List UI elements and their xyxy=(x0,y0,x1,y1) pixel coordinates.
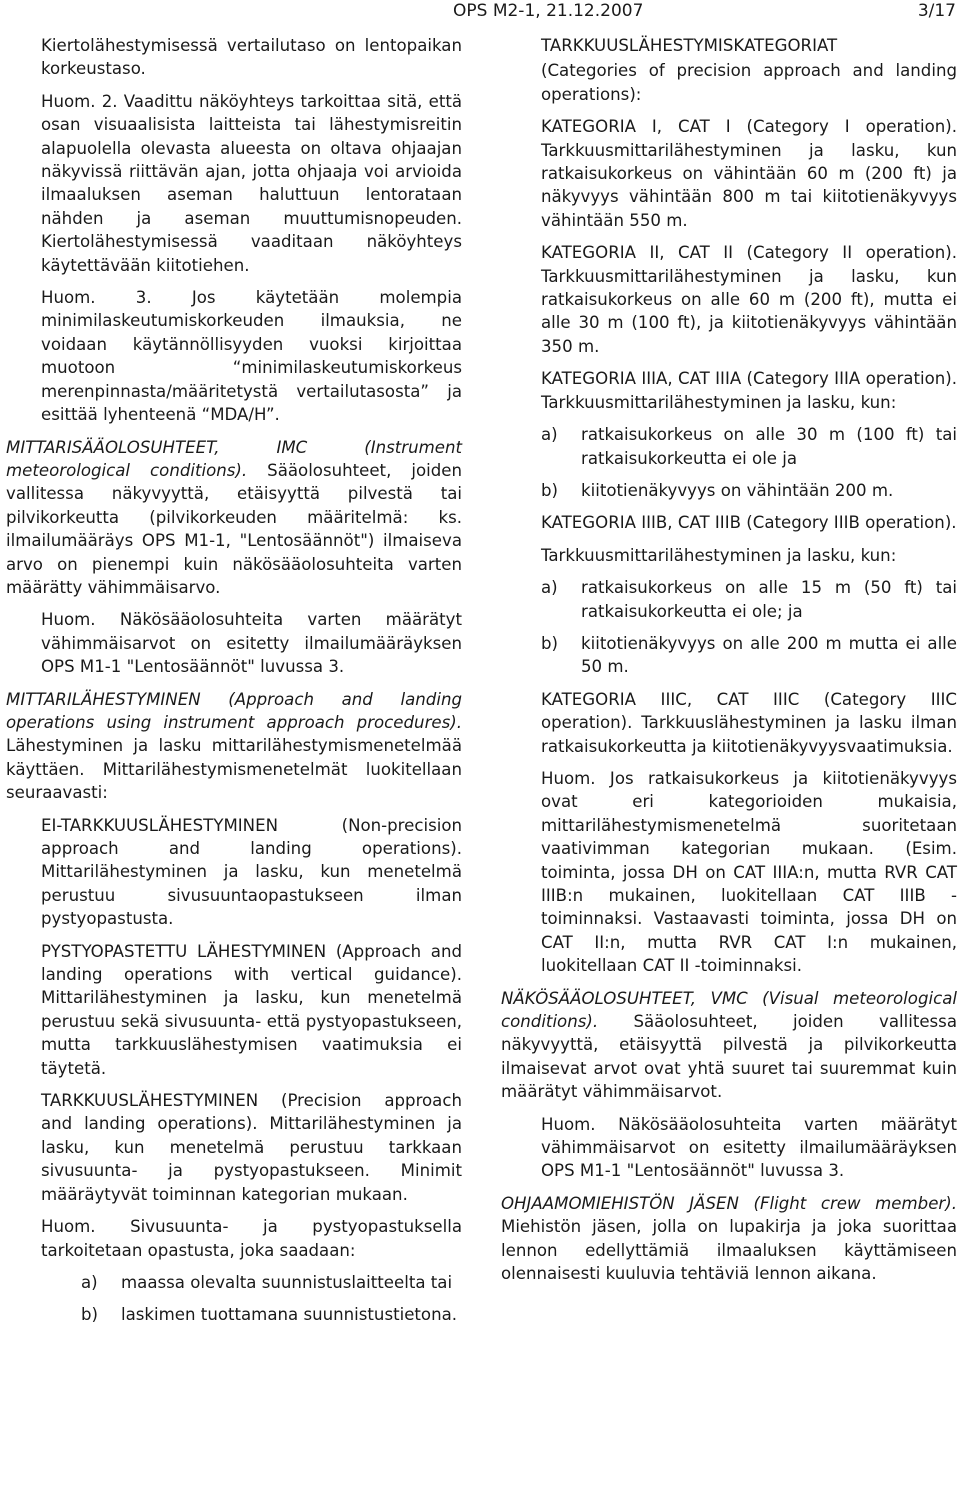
list-text: kiitotienäkyvyys on vähintään 200 m. xyxy=(581,480,894,500)
list-marker: b) xyxy=(541,480,559,500)
term-approach: MITTARILÄHESTYMINEN (Approach and landing operations using instrument approach procedures). xyxy=(6,689,462,732)
category-3a: KATEGORIA IIIA, CAT IIIA (Category IIIA operation). Tarkkuusmittarilähestyminen ja lasku, kun: xyxy=(541,369,957,412)
definition-text: Sääolosuhteet, joiden vallitessa näkyvyyttä, etäisyyttä pilvestä ja pilvikorkeutta ilmaisevat arvot ovat yhtä suuret tai suuremmat kuin määrätyt vähimmäisarvot. xyxy=(501,1012,957,1102)
term-vmc: NÄKÖSÄÄOLOSUHTEET, VMC (Visual meteorological conditions). xyxy=(501,988,957,1032)
note-imc: Huom. Näkösääolosuhteita varten määrätyt vähimmäisarvot on esitetty ilmailumääräyksen OPS M1-1 "Lentosäännöt" luvussa 3. xyxy=(41,610,462,677)
list-text: ratkaisukorkeus on alle 15 m (50 ft) tai ratkaisukorkeutta ei ole; ja xyxy=(581,578,957,621)
list-marker: b) xyxy=(541,633,559,653)
category-3b: KATEGORIA IIIB, CAT IIIB (Category IIIB operation). xyxy=(541,513,957,533)
list-marker: a) xyxy=(81,1272,98,1292)
category-1: KATEGORIA I, CAT I (Category I operation). Tarkkuusmittarilähestyminen ja lasku, kun ratkaisukorkeus on vähintään 60 m (200 ft) ja näkyvyys vähintään 800 m tai kiitotienäkyvyys vähintään 550 m. xyxy=(541,117,957,230)
definition-apv: PYSTYOPASTETTU LÄHESTYMINEN (Approach and landing operations with vertical guidance). Mittarilähestyminen ja lasku, kun menetelmä perustuu sekä sivusuunta- että pystyopastukseen, mutta tarkkuuslähestymisen vaatimuksia ei täytetä. xyxy=(41,941,462,1078)
list-item xyxy=(541,479,957,502)
note-guidance: Huom. Sivusuunta- ja pystyopastuksella tarkoitetaan opastusta, joka saadaan: xyxy=(41,1217,462,1260)
list-item xyxy=(541,632,957,679)
definition-imc xyxy=(6,436,462,600)
list-text: maassa olevalta suunnistuslaitteelta tai xyxy=(121,1272,453,1292)
definition-text: Lähestyminen ja lasku mittarilähestymismenetelmää käyttäen. Mittarilähestymismenetelmät luokitellaan seuraavasti: xyxy=(6,736,462,803)
list-item xyxy=(541,576,957,623)
section-subtitle: (Categories of precision approach and landing operations): xyxy=(541,61,957,104)
note-vmc: Huom. Näkösääolosuhteita varten määrätyt vähimmäisarvot on esitetty ilmailumääräyksen OPS M1-1 "Lentosäännöt" luvussa 3. xyxy=(541,1114,957,1181)
document-id: OPS M2-1, 21.12.2007 xyxy=(453,1,644,21)
right-column xyxy=(501,34,957,1295)
section-title: TARKKUUSLÄHESTYMISKATEGORIAT xyxy=(541,36,838,55)
list-item xyxy=(81,1271,462,1294)
note-2: Huom. 2. Vaadittu näköyhteys tarkoittaa sitä, että osan visuaalisista laitteista tai lähestymisreitin alapuolella olevasta alueesta on oltava ohjaajan näkyvissä riittävän ajan, jotta ohjaaja voi arvioida ilmaaluksen aseman haluttuun lentorataan nähden ja aseman muuttumisnopeuden. Kiertolähestymisessä vaaditaan näköyhteys käytettävään kiitotiehen. xyxy=(41,91,462,275)
left-column xyxy=(6,34,462,1336)
definition-approach xyxy=(6,688,462,805)
category-3b-text: Tarkkuusmittarilähestyminen ja lasku, kun: xyxy=(541,545,897,565)
definition-npa: EI-TARKKUUSLÄHESTYMINEN (Non-precision approach and landing operations). Mittarilähestyminen ja lasku, kun menetelmä perustuu sivusuuntaopastukseen ilman pystyopastusta. xyxy=(41,815,462,929)
definition-pa: TARKKUUSLÄHESTYMINEN (Precision approach and landing operations). Mittarilähestyminen ja lasku, kun menetelmä perustuu tarkkaan sivusuunta- ja pystyopastukseen. Minimit määräytyvät toiminnan kategorian mukaan. xyxy=(41,1091,462,1204)
category-3c: KATEGORIA IIIC, CAT IIIC (Category IIIC operation). Tarkkuuslähestyminen ja lasku ilman ratkaisukorkeutta ja kiitotienäkyvyysvaatimuksia. xyxy=(541,689,957,756)
list-marker: a) xyxy=(541,425,558,445)
list-text: ratkaisukorkeus on alle 30 m (100 ft) tai ratkaisukorkeutta ei ole ja xyxy=(581,425,957,468)
page-header xyxy=(0,0,960,30)
definition-text: Sääolosuhteet, joiden vallitessa näkyvyyttä, etäisyyttä pilvestä tai pilvikorkeutta (pilvikorkeuden määritelmä: ks. ilmailumääräys OPS M1-1, "Lentosäännöt") ilmaiseva arvo on pienempi kuin näkösääolosuhteita varten määrätty vähimmäisarvo. xyxy=(6,460,462,597)
list-text: laskimen tuottamana suunnistustietona. xyxy=(121,1305,458,1325)
definition-text: Miehistön jäsen, jolla on lupakirja ja joka suorittaa lennon edellyttämiä ilmaaluksen käyttämiseen olennaisesti kuuluvia tehtäviä lennon aikana. xyxy=(501,1217,957,1284)
page-number: 3/17 xyxy=(917,1,956,21)
term-imc: MITTARISÄÄOLOSUHTEET, IMC (Instrument meteorological conditions). xyxy=(6,437,462,480)
definition-vmc xyxy=(501,987,957,1104)
list-marker: a) xyxy=(541,578,558,598)
list-text: kiitotienäkyvyys on alle 200 m mutta ei alle 50 m. xyxy=(581,633,957,677)
list-item xyxy=(541,423,957,470)
list-marker: b) xyxy=(81,1305,99,1325)
definition-crew xyxy=(501,1192,957,1286)
paragraph: Kiertolähestymisessä vertailutaso on lentopaikan korkeustaso. xyxy=(41,36,462,79)
list-item xyxy=(81,1303,462,1326)
category-2: KATEGORIA II, CAT II (Category II operation). Tarkkuusmittarilähestyminen ja lasku, kun ratkaisukorkeus on alle 60 m (200 ft), mutta ei alle 30 m (100 ft), ja kiitotienäkyvyys vähintään 350 m. xyxy=(541,243,957,356)
note-3: Huom. 3. Jos käytetään molempia minimilaskeutumiskorkeuden ilmauksia, ne voidaan käytännöllisyyden vuoksi kirjoittaa muotoon “minimilaskeutumiskorkeus merenpinnasta/määritetystä vertailutasosta” ja esittää lyhenteenä “MDA/H”. xyxy=(41,288,462,425)
term-crew: OHJAAMOMIEHISTÖN JÄSEN (Flight crew member). xyxy=(501,1193,957,1213)
note-category: Huom. Jos ratkaisukorkeus ja kiitotienäkyvyys ovat eri kategorioiden mukaisia, mittarilähestymismenetelmä suoritetaan vaativimman kategorian mukaan. (Esim. toiminta, jossa DH on CAT IIIA:n, mutta RVR CAT IIIB:n mukainen, luokitellaan CAT IIIB -toiminnaksi. Vastaavasti toiminta, jossa DH on CAT II:n, mutta RVR CAT I:n mukainen, luokitellaan CAT II -toiminnaksi. xyxy=(541,768,957,976)
